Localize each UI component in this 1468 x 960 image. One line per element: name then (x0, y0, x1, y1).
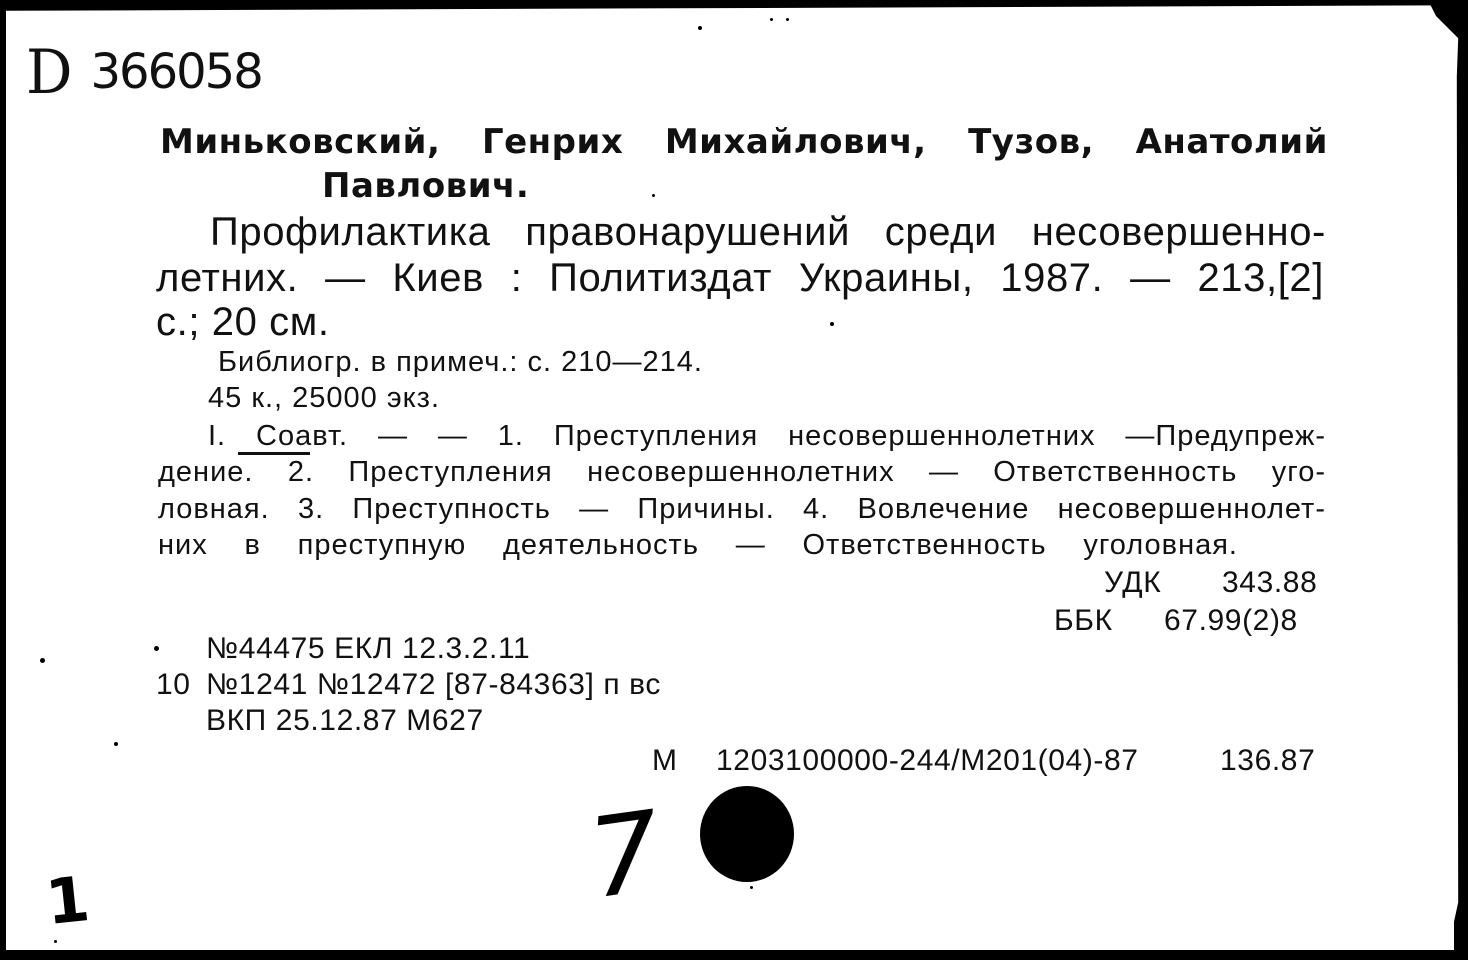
subjects-line-4: них в преступную деятельность — Ответственность уголовная. (158, 529, 1238, 561)
udk-value: 343.88 (1222, 566, 1318, 599)
registry-line-1: №44475 ЕКЛ 12.3.2.11 (206, 632, 531, 665)
subjects-line-1: I. Соавт. — — 1. Преступления несовершеннолетних —Предупреж- (208, 420, 1326, 452)
title-line-3: с.; 20 см. (156, 300, 330, 344)
title-word: — (325, 256, 366, 300)
title-word: : (510, 256, 523, 300)
title-line-2 (156, 256, 1324, 301)
speck (786, 18, 789, 21)
scan-border-left (0, 0, 6, 960)
speck (40, 658, 45, 663)
card-id-prefix: D (26, 36, 73, 108)
title-word: — (1130, 256, 1171, 300)
author-word: Генрих (481, 122, 624, 162)
subjects-line-2: дение. 2. Преступления несовершеннолетних — Ответственность уго- (158, 456, 1326, 488)
handwritten-seven: 7 (581, 786, 669, 924)
bbk-value: 67.99(2)8 (1164, 604, 1298, 637)
bbk-label: ББК (1054, 604, 1113, 637)
code-value: 1203100000-244/М201(04)-87 (716, 744, 1139, 777)
author-word: Михайлович, (664, 122, 927, 162)
code-letter: М (652, 744, 678, 777)
price-note: 45 к., 25000 экз. (208, 382, 441, 414)
speck (652, 194, 655, 197)
title-word: 1987. (1000, 256, 1104, 300)
speck (114, 742, 118, 746)
title-word: правонарушений (525, 210, 851, 254)
handwritten-one: 1 (42, 861, 93, 940)
title-word: среди (884, 210, 998, 254)
scan-border-corner (1428, 0, 1468, 40)
code-number: 136.87 (1220, 744, 1316, 777)
speck (154, 646, 159, 651)
speck (770, 18, 773, 21)
authors-line-1 (160, 122, 1328, 162)
speck (698, 26, 702, 30)
title-word: 213,[2] (1197, 256, 1324, 300)
scan-border-right (1454, 0, 1468, 960)
registry-line-2-prefix: 10 (156, 668, 191, 701)
card-identifier (26, 36, 262, 108)
speck (830, 322, 834, 326)
scan-border-bottom (0, 950, 1468, 960)
title-word: Киев (392, 256, 484, 300)
authors-line-2: Павлович. (322, 166, 530, 206)
registry-line-3: ВКП 25.12.87 М627 (206, 704, 484, 737)
registry-line-2: №1241 №12472 [87-84363] п вс (206, 668, 661, 701)
author-word: Тузов, (968, 122, 1095, 162)
title-word: Украины, (798, 256, 974, 300)
title-word: Политиздат (549, 256, 773, 300)
speck (750, 886, 753, 889)
title-line-1 (210, 210, 1326, 255)
title-word: Профилактика (210, 210, 491, 254)
scan-border-top (0, 0, 1440, 18)
bibliography-note: Библиогр. в примеч.: с. 210—214. (218, 346, 703, 378)
title-word: несовершенно- (1031, 210, 1326, 254)
subjects-line-3: ловная. 3. Преступность — Причины. 4. Вовлечение несовершеннолет- (158, 493, 1326, 525)
card-id-number: 366058 (90, 44, 262, 100)
title-word: летних. (156, 256, 299, 300)
speck (54, 940, 57, 943)
punched-hole (700, 786, 794, 882)
author-word: Миньковский, (160, 122, 441, 162)
udk-label: УДК (1104, 566, 1162, 599)
author-word: Анатолий (1135, 122, 1328, 162)
